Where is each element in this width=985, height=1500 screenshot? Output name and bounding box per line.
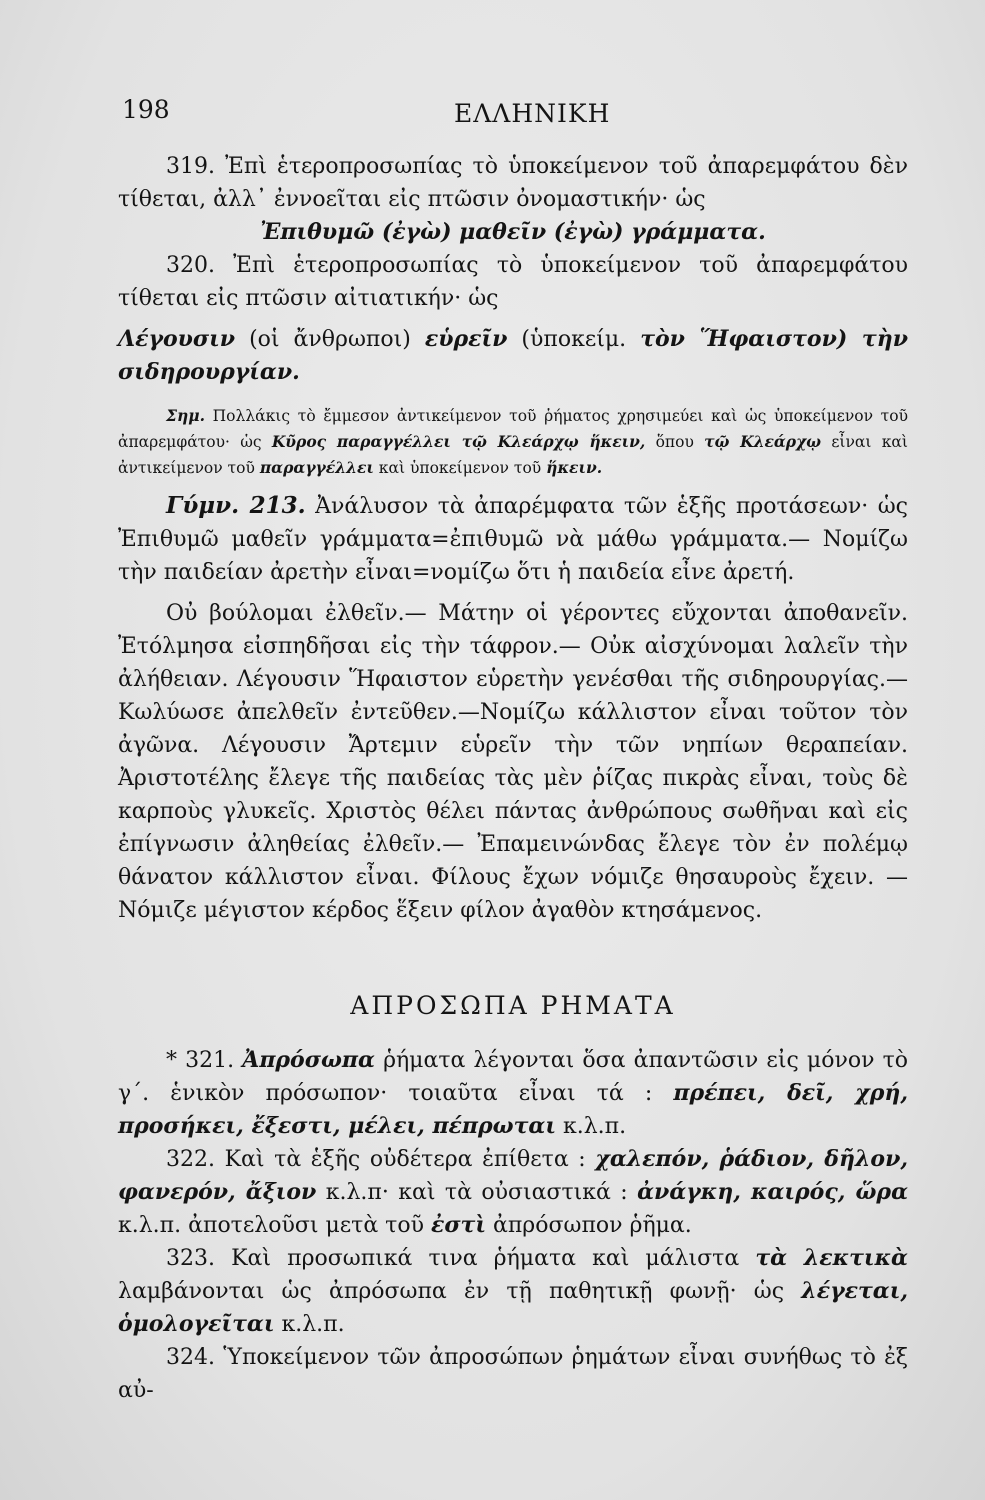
paragraph-319: 319. Ἐπὶ ἑτεροπροσωπίας τὸ ὑποκείμενον τοῦ ἀπαρεμφάτου δὲν τίθεται, ἀλλ᾽ ἐννοεῖται εἰς πτῶσιν ὀνομαστικήν· ὡς <box>118 154 908 212</box>
footnote-text: ὅπου <box>645 433 705 451</box>
running-title: ΕΛΛΗΝΙΚΗ <box>454 99 611 128</box>
example-319: Ἐπιθυμῶ (ἐγὼ) μαθεῖν (ἐγὼ) γράμματα. <box>260 219 766 245</box>
p323-text: λαμβάνονται ὡς ἀπρόσωπα ἐν τῇ παθητικῇ φωνῇ· ὡς <box>118 1279 802 1304</box>
page-number: 198 <box>122 95 170 124</box>
footnote-text: καὶ ὑποκείμενον τοῦ <box>373 459 547 477</box>
footnote-label: Σημ. <box>166 406 205 425</box>
example-320-part: (οἱ ἄνθρωποι) <box>235 327 425 352</box>
page-body <box>118 150 908 1407</box>
paragraph-320: 320. Ἐπὶ ἑτεροπροσωπίας τὸ ὑποκείμενον τοῦ ἀπαρεμφάτου τίθεται εἰς πτῶσιν αἰτιατικήν· ὡς <box>118 253 908 311</box>
p321-examples: πρέπει, δεῖ, χρή, προσήκει, ἔξεστι, μέλει, πέπρωται <box>118 1080 908 1139</box>
p323-text: κ.λ.π. <box>274 1312 345 1337</box>
p323-examples: λέγεται, ὁμολογεῖται <box>118 1278 908 1337</box>
example-320-part: εὑρεῖν <box>424 326 508 352</box>
footnote-example: τῷ Κλεάρχῳ <box>704 432 822 451</box>
p322-text: κ.λ.π. ἀποτελοῦσι μετὰ τοῦ <box>118 1213 431 1238</box>
p322-text: κ.λ.π· καὶ τὰ οὐσιαστικά : <box>316 1180 638 1205</box>
exercise-213 <box>118 489 908 589</box>
footnote-example: ἥκειν. <box>546 458 603 477</box>
p321-text: * 321. <box>166 1048 243 1073</box>
exercise-label: Γύμν. 213. <box>166 492 306 519</box>
p321-term: Ἀπρόσωπα <box>242 1047 375 1073</box>
p322-text: ἀπρόσωπον ῥῆμα. <box>486 1213 692 1238</box>
example-320-part: τὸν Ἥφαιστον) τὴν σιδηρουργίαν. <box>118 326 908 385</box>
p321-text: ῥήματα λέγονται ὅσα ἀπαντῶσιν εἰς μόνον τὸ γ΄. ἑνικὸν πρόσωπον· τοιαῦτα εἶναι τά : <box>118 1048 908 1106</box>
footnote-example: παραγγέλλει <box>259 458 374 477</box>
footnote-text: εἶναι καὶ ἀντικείμενον τοῦ <box>118 433 908 477</box>
footnote-example: Κῦρος παραγγέλλει τῷ Κλεάρχῳ ἥκειν, <box>271 432 646 451</box>
page-header <box>0 95 985 135</box>
paragraph-323 <box>118 1242 908 1341</box>
footnote-text: Πολλάκις τὸ ἔμμεσον ἀντικείμενον τοῦ ῥήματος χρησιμεύει καὶ ὡς ὑποκείμενον τοῦ ἀπαρεμφάτου· ὡς <box>118 407 908 451</box>
p322-examples: χαλεπόν, ῥάδιον, δῆλον, φανερόν, ἄξιον <box>118 1146 908 1205</box>
example-320 <box>118 323 908 389</box>
example-320-part: Λέγουσιν <box>118 326 236 352</box>
exercise-instructions: Ἀνάλυσον τὰ ἀπαρέμφατα τῶν ἑξῆς προτάσεων· ὡς Ἐπιθυμῶ μαθεῖν γράμματα=ἐπιθυμῶ νὰ μάθω γράμματα.— Νομίζω τὴν παιδείαν ἀρετὴν εἶναι=νομίζω ὅτι ἡ παιδεία εἶνε ἀρετή. <box>118 494 908 585</box>
paragraph-321 <box>118 1044 908 1143</box>
example-320-part: (ὑποκείμ. <box>507 327 641 352</box>
footnote <box>118 403 908 481</box>
p322-text: 322. Καὶ τὰ ἑξῆς οὐδέτερα ἐπίθετα : <box>166 1147 596 1172</box>
p322-examples: ἀνάγκη, καιρός, ὥρα <box>637 1179 908 1205</box>
p322-examples: ἐστὶ <box>430 1212 486 1238</box>
paragraph-324: 324. Ὑποκείμενον τῶν ἀπροσώπων ῥημάτων εἶναι συνήθως τὸ ἐξ αὐ- <box>118 1345 908 1403</box>
p321-text: κ.λ.π. <box>556 1114 627 1139</box>
p323-examples: τὰ λεκτικὰ <box>755 1245 908 1271</box>
p323-text: 323. Καὶ προσωπικά τινα ῥήματα καὶ μάλιστα <box>166 1246 756 1271</box>
section-heading: ΑΠΡΟΣΩΠΑ ΡΗΜΑΤΑ <box>350 991 676 1020</box>
paragraph-322 <box>118 1143 908 1242</box>
exercise-sentences: Οὐ βούλομαι ἐλθεῖν.— Μάτην οἱ γέροντες εὔχονται ἀποθανεῖν. Ἐτόλμησα εἰσπηδῆσαι εἰς τὴν τάφρον.— Οὐκ αἰσχύνομαι λαλεῖν τὴν ἀλήθειαν. Λέγουσιν Ἥφαιστον εὑρετὴν γενέσθαι τῆς σιδηρουργίας.— Κωλύωσε ἀπελθεῖν ἐντεῦθεν.—Νομίζω κάλλιστον εἶναι τοῦτον τὸν ἀγῶνα. Λέγουσιν Ἄρτεμιν εὑρεῖν τὴν τῶν νηπίων θεραπείαν. Ἀριστοτέλης ἔλεγε τῆς παιδείας τὰς μὲν ῥίζας πικρὰς εἶναι, τοὺς δὲ καρποὺς γλυκεῖς. Χριστὸς θέλει πάντας ἀνθρώπους σωθῆναι καὶ εἰς ἐπίγνωσιν ἀληθείας ἐλθεῖν.— Ἐπαμεινώνδας ἔλεγε τὸν ἐν πολέμῳ θάνατον κάλλιστον εἶναι. Φίλους ἔχων νόμιζε θησαυροὺς ἔχειν. — Νόμιζε μέγιστον κέρδος ἕξειν φίλον ἀγαθὸν κτησάμενος. <box>118 601 908 923</box>
